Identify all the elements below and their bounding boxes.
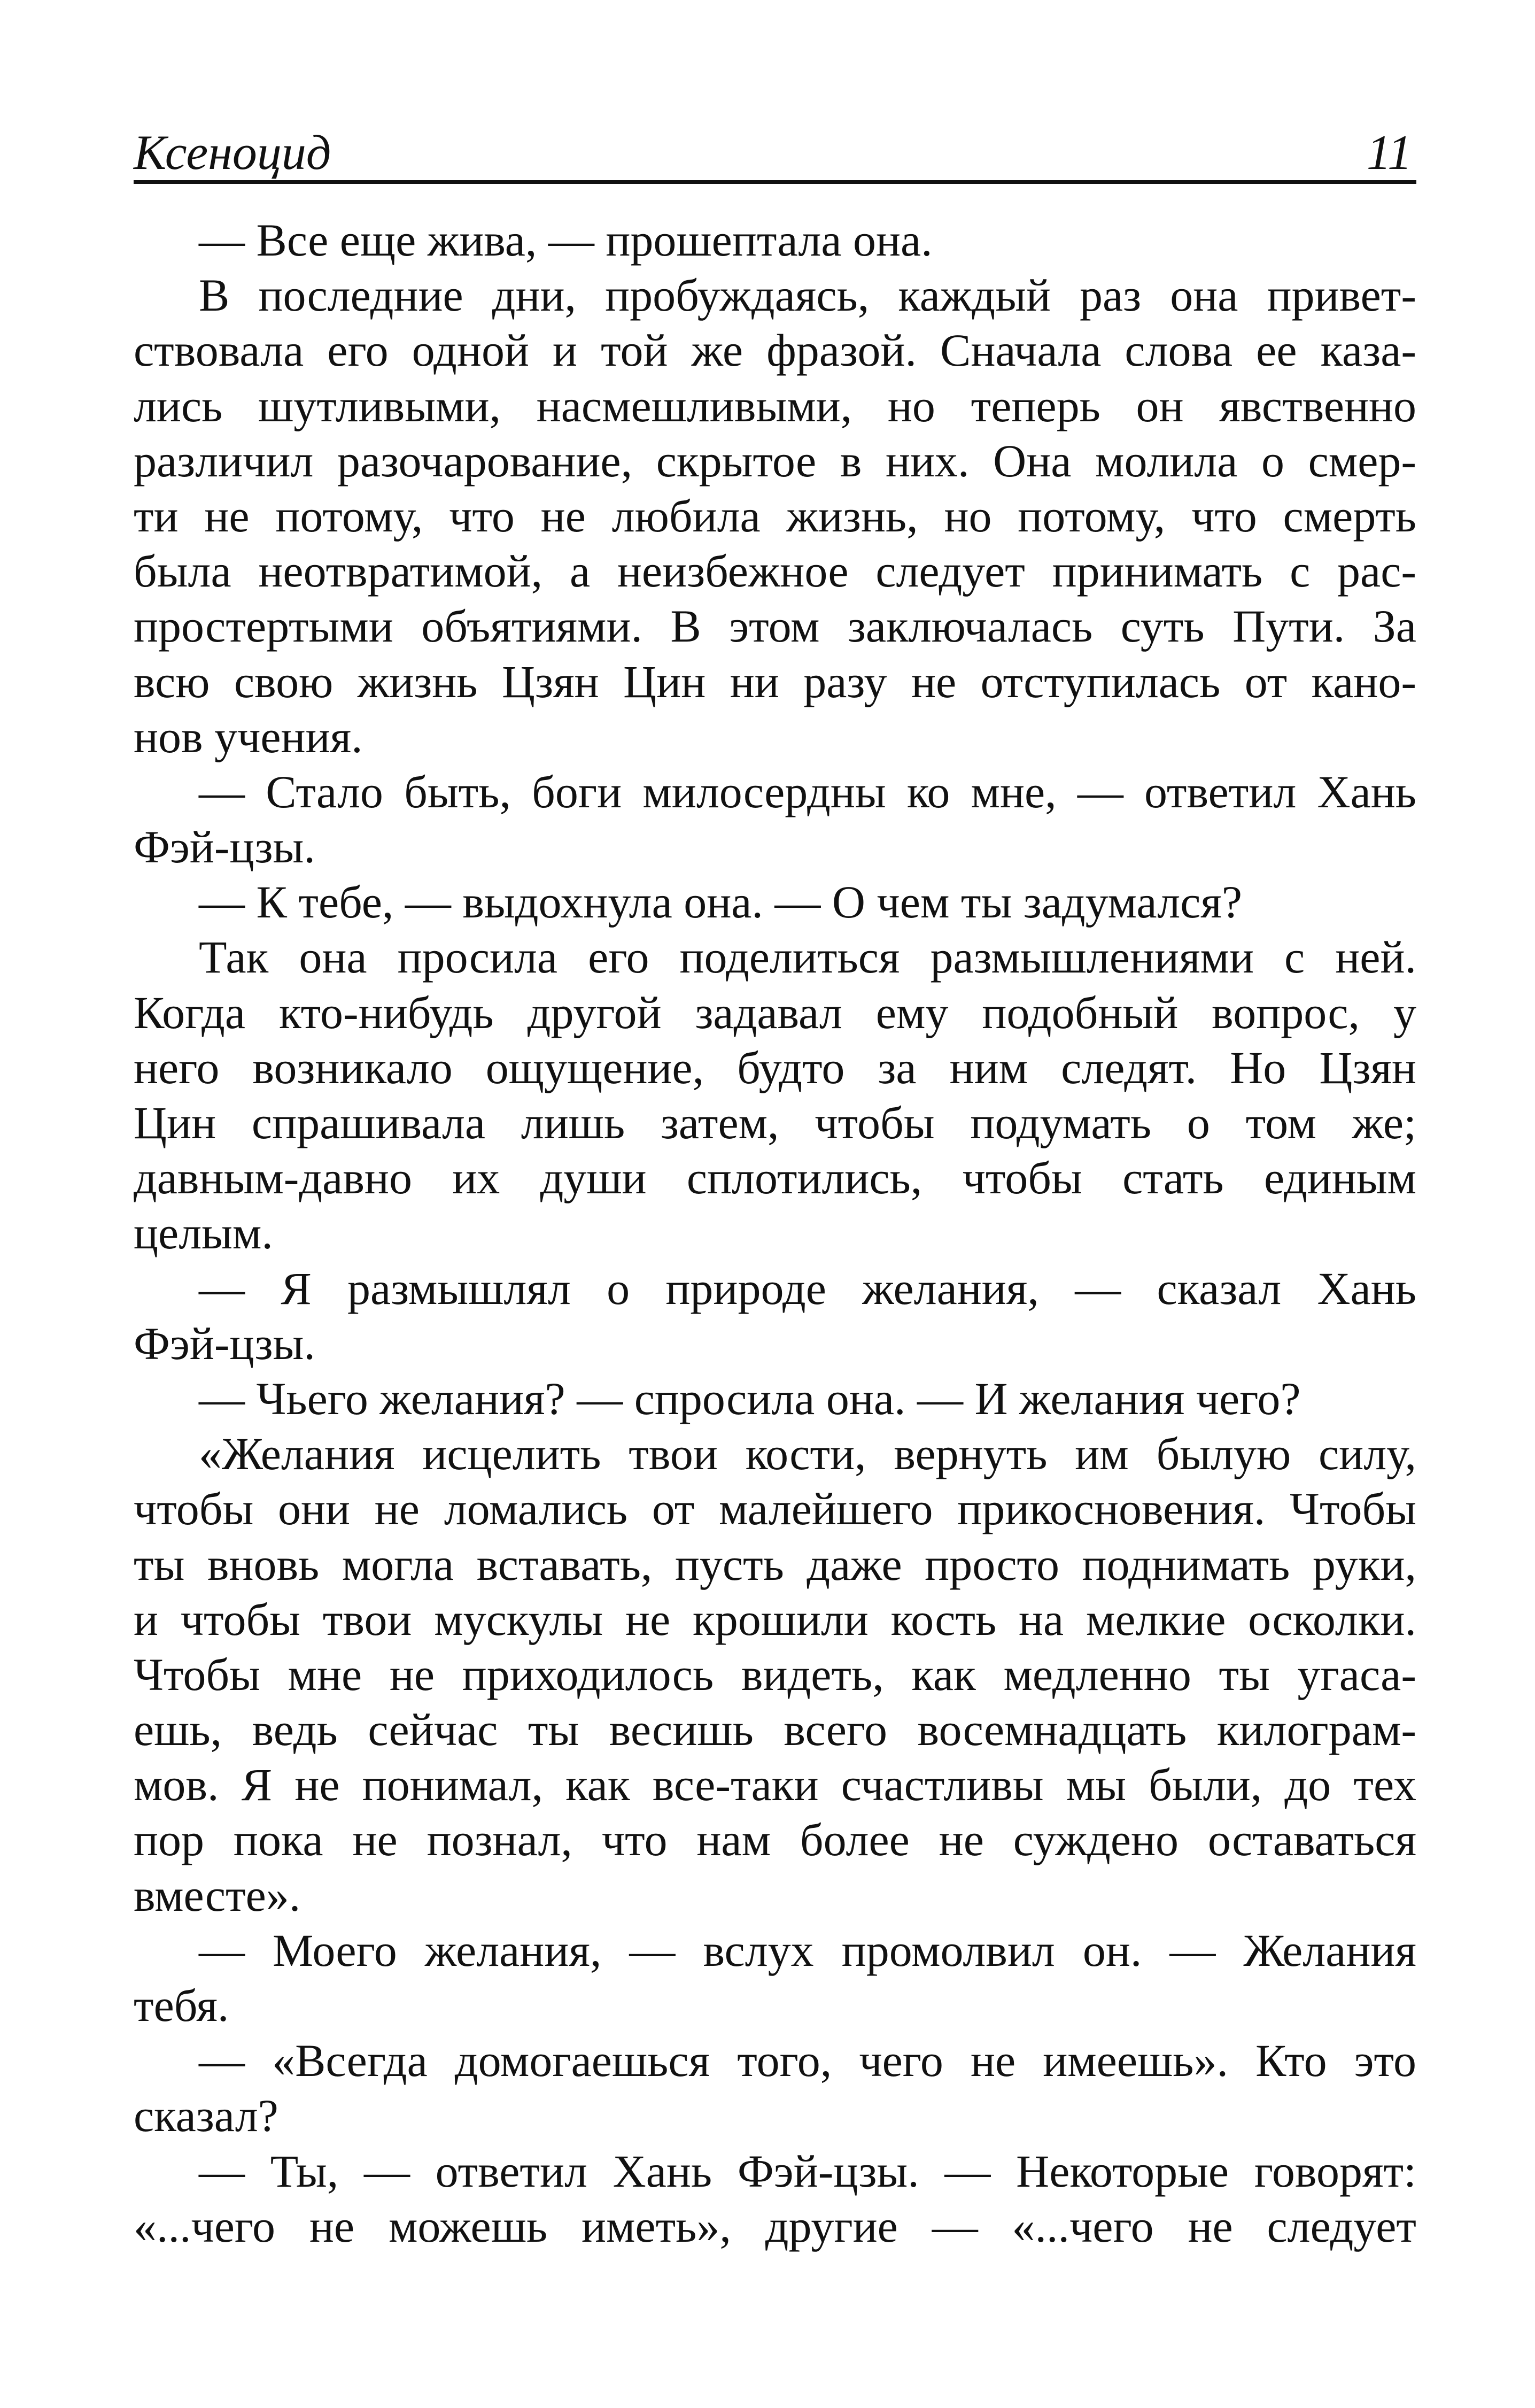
text-line: — Ты, — ответил Хань Фэй-цзы. — Некоторые говорят: [199, 2145, 1416, 2197]
text-line: В последние дни, пробуждаясь, каждый раз она привет- [199, 269, 1416, 321]
text-line: различил разочарование, скрытое в них. Она молила о смер- [134, 435, 1416, 487]
text-line: ты вновь могла вставать, пусть даже просто поднимать руки, [134, 1538, 1416, 1590]
text-line: и чтобы твои мускулы не крошили кость на мелкие осколки. [134, 1593, 1416, 1645]
text-line: пор пока не познал, что нам более не суждено оставаться [134, 1814, 1416, 1866]
text-line: Фэй-цзы. [134, 1317, 315, 1369]
body-text [134, 213, 1416, 2254]
text-line: — Я размышлял о природе желания, — сказал Хань [199, 1262, 1416, 1314]
text-line: Чтобы мне не приходилось видеть, как медленно ты угаса- [134, 1648, 1416, 1700]
text-line: была неотвратимой, а неизбежное следует принимать с рас- [134, 545, 1416, 597]
text-line: Фэй-цзы. [134, 821, 315, 873]
text-line: давным-давно их души сплотились, чтобы стать единым [134, 1152, 1416, 1204]
text-line: ешь, ведь сейчас ты весишь всего восемнадцать килограм- [134, 1704, 1416, 1756]
text-line: лись шутливыми, насмешливыми, но теперь он явственно [134, 380, 1416, 431]
page-number: 11 [1366, 125, 1412, 180]
text-line: Когда кто-нибудь другой задавал ему подобный вопрос, у [134, 986, 1416, 1038]
text-line: ти не потому, что не любила жизнь, но потому, что смерть [134, 490, 1416, 542]
running-header [134, 110, 1416, 184]
text-line: простертыми объятиями. В этом заключалась суть Пути. За [134, 600, 1416, 652]
text-line: «Желания исцелить твои кости, вернуть им былую силу, [199, 1428, 1416, 1480]
text-line: — «Всегда домогаешься того, чего не имеешь». Кто это [199, 2035, 1416, 2087]
text-line: Так она просила его поделиться размышлениями с ней. [199, 931, 1416, 983]
text-line: Цин спрашивала лишь затем, чтобы подумать о том же; [134, 1097, 1416, 1148]
text-line: тебя. [134, 1980, 229, 2031]
text-line: — Стало быть, боги милосердны ко мне, — ответил Хань [199, 766, 1416, 817]
text-line: целым. [134, 1207, 273, 1259]
text-line: ствовала его одной и той же фразой. Сначала слова ее каза- [134, 325, 1416, 376]
text-line: — К тебе, — выдохнула она. — О чем ты задумался? [199, 876, 1243, 928]
text-line: сказал? [134, 2090, 278, 2142]
text-line: чтобы они не ломались от малейшего прикосновения. Чтобы [134, 1483, 1416, 1535]
text-line: него возникало ощущение, будто за ним следят. Но Цзян [134, 1041, 1416, 1093]
text-line: — Моего желания, — вслух промолвил он. — Желания [199, 1924, 1416, 1976]
text-line: — Чьего желания? — спросила она. — И желания чего? [199, 1372, 1301, 1424]
text-line: вместе». [134, 1869, 301, 1921]
text-line: нов учения. [134, 711, 363, 762]
text-line: всю свою жизнь Цзян Цин ни разу не отступилась от кано- [134, 655, 1416, 707]
text-line: — Все еще жива, — прошептала она. [199, 214, 933, 266]
text-line: мов. Я не понимал, как все-таки счастливы мы были, до тех [134, 1759, 1416, 1811]
running-title: Ксеноцид [134, 125, 331, 180]
text-line: «...чего не можешь иметь», другие — «...чего не следует [134, 2200, 1416, 2252]
